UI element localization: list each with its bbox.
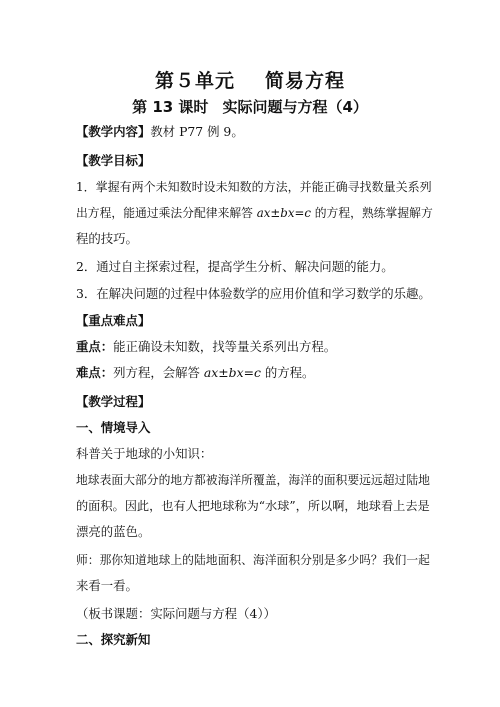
step-1-heading: 一、情境导入: [76, 420, 151, 435]
difficult-point-text-a: 列方程，会解答: [113, 365, 204, 380]
difficult-point-text-b: 的方程。: [260, 365, 315, 380]
section-label-process: 【教学过程】: [76, 394, 151, 409]
paragraph-3-line-2: 来看一看。: [76, 578, 138, 593]
paragraph-3-line-1: 师：那你知道地球上的陆地面积、海洋面积分别是多少吗？我们一起: [76, 553, 430, 567]
difficult-point: [76, 365, 432, 381]
paragraph-4: （板书课题：实际问题与方程（4））: [76, 606, 276, 621]
unit-title: [0, 66, 500, 93]
section-label-content: 【教学内容】: [76, 124, 151, 139]
math-ax: ax: [203, 365, 219, 380]
key-point-label: 重点：: [76, 339, 114, 354]
math-bx: bx: [228, 365, 244, 380]
teaching-content: [76, 124, 432, 140]
math-ax: ax: [256, 206, 271, 220]
lesson-number: 第 13 课时: [132, 98, 209, 116]
section-label-key: 【重点难点】: [76, 313, 151, 328]
unit-number: 第５单元: [154, 70, 235, 92]
math-pm: ±: [270, 206, 281, 220]
math-bx: bx: [280, 206, 295, 220]
section-label-goals: 【教学目标】: [76, 153, 151, 168]
math-eq: =: [294, 206, 305, 220]
key-point-text: 能正确设未知数，找等量关系列出方程。: [113, 339, 337, 354]
goal-2: 2．通过自主探索过程，提高学生分析、解决问题的能力。: [76, 259, 394, 274]
math-pm: ±: [218, 365, 229, 380]
lesson-title: [0, 96, 500, 117]
goal-1-line-1: 1．掌握有两个未知数时设未知数的方法，并能正确寻找数量关系列: [76, 180, 432, 194]
paragraph-2-line-2: 的面积。因此，也有人把地球称为“水球”，所以啊，地球看上去是: [76, 499, 430, 513]
math-eq: =: [243, 365, 254, 380]
lesson-name: 实际问题与方程（4）: [222, 98, 368, 116]
key-point: [76, 339, 432, 355]
goal-3: 3．在解决问题的过程中体验数学的应用价值和学习数学的乐趣。: [76, 286, 431, 301]
unit-name: 简易方程: [265, 70, 346, 92]
paragraph-1: 科普关于地球的小知识：: [76, 446, 213, 461]
goal-1-text-b: 的方程，熟练掌握解方: [311, 206, 433, 220]
goal-1-line-3: 程的技巧。: [76, 231, 138, 246]
paragraph-2-line-3: 漂亮的蓝色。: [76, 524, 151, 539]
math-c: c: [304, 206, 312, 220]
step-2-heading: 二、探究新知: [76, 632, 151, 647]
goal-1-text-a: 出方程，能通过乘法分配律来解答: [76, 206, 257, 220]
difficult-point-label: 难点：: [76, 365, 114, 380]
goal-1-line-2: [76, 205, 432, 221]
teaching-content-text: 教材 P77 例 9。: [150, 124, 244, 139]
paragraph-2-line-1: 地球表面大部分的地方都被海洋所覆盖，海洋的面积要远远超过陆地: [76, 473, 430, 487]
math-c: c: [253, 365, 261, 380]
